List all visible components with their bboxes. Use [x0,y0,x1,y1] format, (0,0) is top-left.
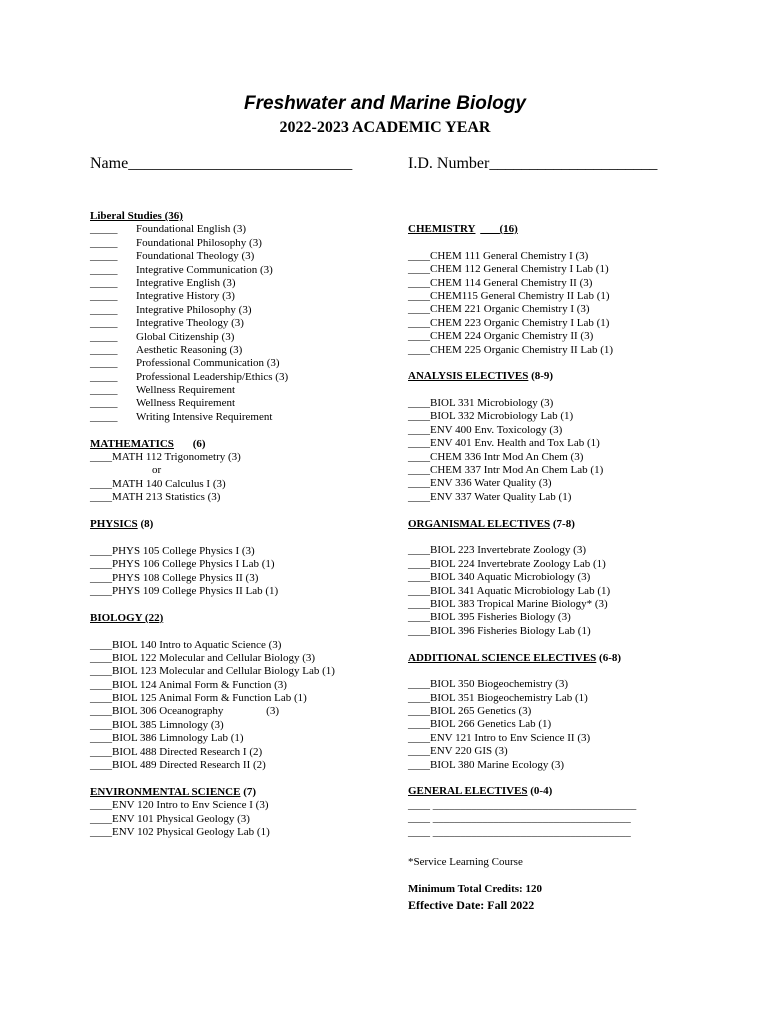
mathematics-heading: MATHEMATICS [90,437,174,450]
course-item[interactable]: ____BIOL 341 Aquatic Microbiology Lab (1) [408,584,611,597]
course-item[interactable]: ____BIOL 223 Invertebrate Zoology (3) [408,544,586,557]
liberal-studies-item[interactable] [90,411,390,424]
course-item[interactable]: ____BIOL 123 Molecular and Cellular Biology Lab (1) [90,665,335,678]
liberal-studies-item[interactable] [90,264,390,277]
course-item[interactable]: ____BIOL 488 Directed Research I (2) [90,745,263,758]
liberal-studies-item[interactable] [90,357,390,370]
elective-blank[interactable]: ____ ____________________________________ [408,825,631,838]
course-item[interactable]: ____BIOL 383 Tropical Marine Biology* (3) [408,597,608,610]
environmental-science-heading: ENVIRONMENTAL SCIENCE [90,785,241,798]
checkbox-blank[interactable]: _____ [90,250,118,263]
course-item[interactable]: ____MATH 112 Trigonometry (3) [90,451,241,464]
checkbox-blank[interactable]: _____ [90,410,118,423]
requirement-label: Foundational English (3) [136,223,246,236]
liberal-studies-item[interactable] [90,331,390,344]
course-item[interactable]: ____ENV 120 Intro to Env Science I (3) [90,799,269,812]
course-item[interactable]: ____ENV 400 Env. Toxicology (3) [408,423,563,436]
course-item[interactable]: ____BIOL 332 Microbiology Lab (1) [408,410,574,423]
liberal-studies-item[interactable] [90,223,390,236]
course-item[interactable]: ____BIOL 224 Invertebrate Zoology Lab (1) [408,557,606,570]
course-item[interactable]: ____ENV 102 Physical Geology Lab (1) [90,825,270,838]
organismal-electives-heading: ORGANISMAL ELECTIVES [408,517,551,530]
course-item[interactable]: ____BIOL 125 Animal Form & Function Lab (1) [90,692,307,705]
course-item[interactable]: ____BIOL 380 Marine Ecology (3) [408,758,565,771]
page-title: Freshwater and Marine Biology [244,93,526,114]
checkbox-blank[interactable]: _____ [90,384,118,397]
liberal-studies-heading: Liberal Studies (36) [90,210,183,222]
course-item[interactable]: ____BIOL 265 Genetics (3) [408,705,532,718]
requirement-label: Aesthetic Reasoning (3) [136,343,243,356]
biology-heading: BIOLOGY (22) [90,611,164,624]
course-item[interactable]: ____CHEM 114 General Chemistry II (3) [408,276,593,289]
course-credit: (3) [266,705,279,718]
course-item[interactable]: ____ENV 220 GIS (3) [408,745,508,758]
requirement-label: Writing Intensive Requirement [136,410,273,423]
course-item[interactable]: ____BIOL 340 Aquatic Microbiology (3) [408,571,591,584]
course-item[interactable]: ____CHEM115 General Chemistry II Lab (1) [408,289,610,302]
requirement-label: Foundational Philosophy (3) [136,236,262,249]
checkbox-blank[interactable]: _____ [90,357,118,370]
additional-science-electives-heading: ADDITIONAL SCIENCE ELECTIVES [408,651,597,664]
course-item[interactable]: ____MATH 140 Calculus I (3) [90,477,226,490]
checkbox-blank[interactable]: _____ [90,397,118,410]
course-item[interactable]: ____BIOL 395 Fisheries Biology (3) [408,611,571,624]
course-item[interactable]: ____ENV 121 Intro to Env Science II (3) [408,731,591,744]
course-item[interactable]: ____BIOL 489 Directed Research II (2) [90,759,266,772]
elective-blank[interactable]: ____ _____________________________________ [408,798,637,811]
checkbox-blank[interactable]: _____ [90,317,118,330]
checkbox-blank[interactable]: _____ [90,223,118,236]
requirement-label: Integrative History (3) [136,290,235,303]
course-item[interactable]: ____BIOL 350 Biogeochemistry (3) [408,678,568,691]
course-item[interactable]: ____BIOL 351 Biogeochemistry Lab (1) [408,691,588,704]
requirement-label: Professional Communication (3) [136,357,280,370]
course-item[interactable]: ____BIOL 385 Limnology (3) [90,718,224,731]
course-item[interactable]: ____ENV 337 Water Quality Lab (1) [408,490,572,503]
liberal-studies-item[interactable] [90,397,390,410]
general-electives-credits: (0-4) [530,785,553,798]
service-learning-note: *Service Learning Course [408,856,523,869]
checkbox-blank[interactable]: _____ [90,343,118,356]
left-column [90,210,390,839]
liberal-studies-item[interactable] [90,371,390,384]
liberal-studies-item[interactable] [90,317,390,330]
requirement-label: Global Citizenship (3) [136,330,235,343]
course-item[interactable] [90,705,390,718]
chemistry-credits: (16) [499,223,518,235]
course-item[interactable]: ____ENV 101 Physical Geology (3) [90,812,250,825]
course-item[interactable]: ____BIOL 266 Genetics Lab (1) [408,718,552,731]
liberal-studies-item[interactable] [90,384,390,397]
requirement-label: Wellness Requirement [136,384,236,397]
checkbox-blank[interactable]: _____ [90,276,118,289]
course-item[interactable]: ____CHEM 336 Intr Mod An Chem (3) [408,450,584,463]
course-item[interactable]: ____ENV 401 Env. Health and Tox Lab (1) [408,437,600,450]
course-item[interactable]: ____BIOL 331 Microbiology (3) [408,397,554,410]
chemistry-heading: CHEMISTRY [408,223,476,235]
checkbox-blank[interactable]: _____ [90,303,118,316]
analysis-electives-credits: (8-9) [531,370,554,383]
course-item[interactable]: ____CHEM 221 Organic Chemistry I (3) [408,303,590,316]
general-electives-heading: GENERAL ELECTIVES [408,785,528,798]
liberal-studies-item[interactable] [90,250,390,263]
course-item[interactable]: ____CHEM 225 Organic Chemistry II Lab (1) [408,343,614,356]
course-item[interactable]: ____BIOL 140 Intro to Aquatic Science (3) [90,638,282,651]
course-item[interactable]: ____CHEM 337 Intr Mod An Chem Lab (1) [408,464,604,477]
elective-blank[interactable]: ____ ____________________________________ [408,812,631,825]
course-item[interactable]: ____BIOL 386 Limnology Lab (1) [90,732,244,745]
or-text: or [152,464,162,477]
checkbox-blank[interactable]: _____ [90,236,118,249]
minimum-credits: Minimum Total Credits: 120 [408,883,542,896]
course-item[interactable]: ____PHYS 108 College Physics II (3) [90,571,259,584]
requirement-label: Integrative English (3) [136,276,236,289]
liberal-studies-item[interactable] [90,290,390,303]
course-item[interactable]: ____BIOL 122 Molecular and Cellular Biology (3) [90,651,316,664]
course-item[interactable]: ____ENV 336 Water Quality (3) [408,477,552,490]
requirement-label: Integrative Theology (3) [136,317,244,330]
course-item[interactable]: ____CHEM 223 Organic Chemistry I Lab (1) [408,316,610,329]
liberal-studies-item[interactable] [90,304,390,317]
liberal-studies-item[interactable] [90,344,390,357]
requirement-label: Integrative Philosophy (3) [136,303,252,316]
course-item[interactable]: ____BIOL 124 Animal Form & Function (3) [90,678,287,691]
course-item[interactable]: ____PHYS 109 College Physics II Lab (1) [90,584,279,597]
course-item[interactable]: ____CHEM 112 General Chemistry I Lab (1) [408,263,609,276]
physics-credits: (8) [140,517,154,530]
id-number-field[interactable]: I.D. Number_____________________ [408,155,658,172]
effective-date: Effective Date: Fall 2022 [408,897,535,912]
organismal-electives-credits: (7-8) [552,517,575,530]
name-field[interactable]: Name____________________________ [90,155,353,172]
course-item[interactable]: ____CHEM 224 Organic Chemistry II (3) [408,330,594,343]
physics-heading: PHYSICS [90,517,138,530]
checkbox-blank[interactable]: _____ [90,263,118,276]
liberal-studies-item[interactable] [90,237,390,250]
liberal-studies-list [90,223,390,424]
course-item[interactable]: ____MATH 213 Statistics (3) [90,491,221,504]
checkbox-blank[interactable]: _____ [90,370,118,383]
requirement-label: Integrative Communication (3) [136,263,273,276]
mathematics-credits: (6) [192,437,206,450]
requirement-label: Wellness Requirement [136,397,236,410]
liberal-studies-item[interactable] [90,277,390,290]
checkbox-blank[interactable]: _____ [90,290,118,303]
course-item[interactable]: ____PHYS 105 College Physics I (3) [90,544,255,557]
course-item[interactable]: ____BIOL 396 Fisheries Biology Lab (1) [408,624,591,637]
analysis-electives-heading: ANALYSIS ELECTIVES [408,370,529,383]
course-item[interactable]: ____PHYS 106 College Physics I Lab (1) [90,558,275,571]
checkbox-blank[interactable]: _____ [90,330,118,343]
course-label: ____BIOL 306 Oceanography [90,705,224,718]
right-column [408,223,708,913]
additional-science-electives-credits: (6-8) [599,651,622,664]
course-item[interactable]: ____CHEM 111 General Chemistry I (3) [408,249,589,262]
requirement-label: Foundational Theology (3) [136,250,255,263]
academic-year: 2022-2023 ACADEMIC YEAR [279,119,491,136]
requirement-label: Professional Leadership/Ethics (3) [136,370,289,383]
environmental-science-credits: (7) [243,785,257,798]
